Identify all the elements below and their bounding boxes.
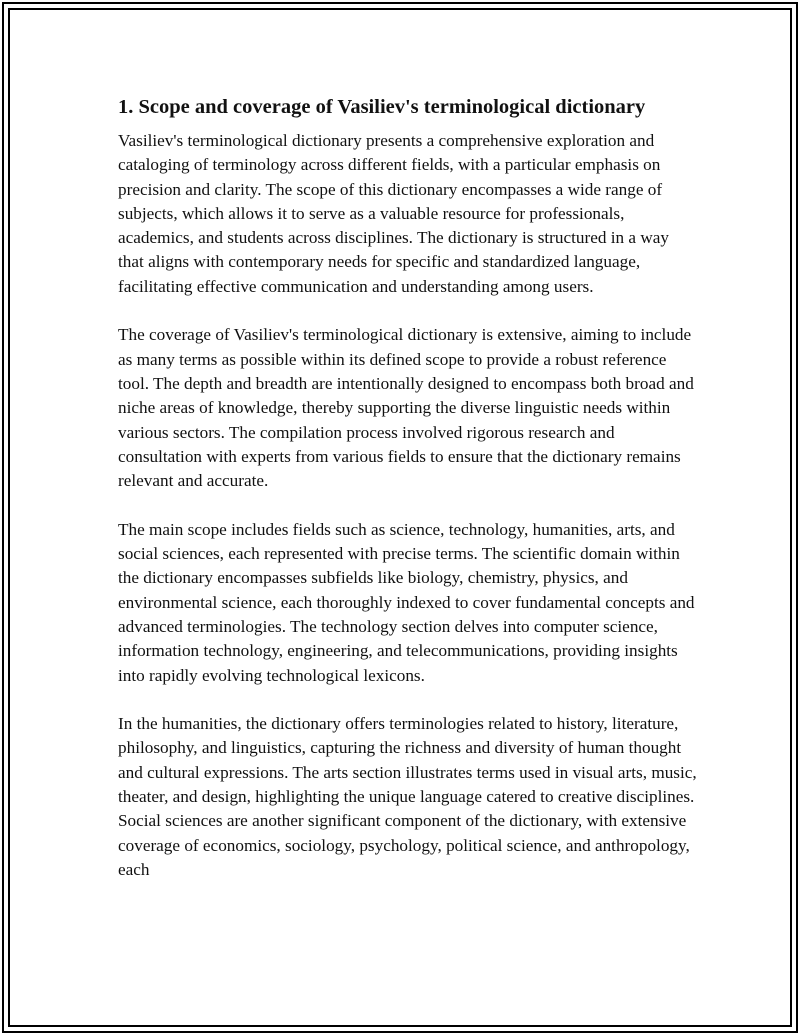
document-body <box>118 94 698 907</box>
paragraph-humanities: In the humanities, the dictionary offers terminologies related to history, literature, philosophy, and linguistics, capturing the richness and diversity of human thought and cultural expressions. The arts section illustrates terms used in visual arts, music, theater, and design, highlighting the unique language catered to creative disciplines. Social sciences are another significant component of the dictionary, with extensive coverage of economics, sociology, psychology, political science, and anthropology, each <box>118 714 697 879</box>
paragraph-scope-intro: Vasiliev's terminological dictionary presents a comprehensive exploration and cataloging of terminology across different fields, with a particular emphasis on precision and clarity. The scope of this dictionary encompasses a wide range of subjects, which allows it to serve as a valuable resource for professionals, academics, and students across disciplines. The dictionary is structured in a way that aligns with contemporary needs for specific and standardized language, facilitating effective communication and understanding among users. <box>118 131 669 296</box>
section-heading: 1. Scope and coverage of Vasiliev's terminological dictionary <box>118 96 646 118</box>
paragraph-main-scope: The main scope includes fields such as science, technology, humanities, arts, and social sciences, each represented with precise terms. The scientific domain within the dictionary encompasses subfields like biology, chemistry, physics, and environmental science, each thoroughly indexed to cover fundamental concepts and advanced terminologies. The technology section delves into computer science, information technology, engineering, and telecommunications, providing insights into rapidly evolving technological lexicons. <box>118 519 695 685</box>
paragraph-coverage: The coverage of Vasiliev's terminological dictionary is extensive, aiming to include as many terms as possible within its defined scope to provide a robust reference tool. The depth and breadth are intentionally designed to encompass both broad and niche areas of knowledge, thereby supporting the diverse linguistic needs within various sectors. The compilation process involved rigorous research and consultation with experts from various fields to ensure that the dictionary remains relevant and accurate. <box>118 325 694 491</box>
